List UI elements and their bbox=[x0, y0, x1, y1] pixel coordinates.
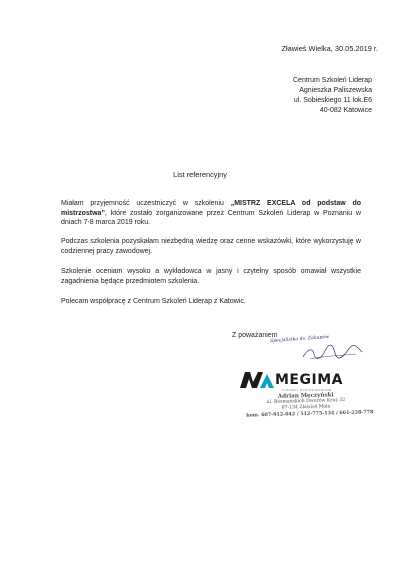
course-name: „MISTRZ EXCELA od podstaw do mistrzostwa” bbox=[61, 200, 361, 217]
letter-title: List referencyjny bbox=[173, 170, 227, 179]
letter-date: Zławieś Wielka, 30.05.2019 r. bbox=[281, 44, 378, 53]
paragraph-1 bbox=[61, 199, 361, 228]
signature-scribble bbox=[300, 342, 366, 364]
paragraph-4: Polecam współpracę z Centrum Szkoleń Liderap z Katowic. bbox=[61, 298, 246, 305]
company-stamp bbox=[246, 391, 374, 419]
company-logo bbox=[240, 372, 343, 388]
logo-tagline: SYSTEMY WYSTAWIENNICZE bbox=[282, 389, 332, 392]
paragraph-2: Podczas szkolenia pozyskałam niezbędną wiedzę oraz cenne wskazówki, które wykorzystuję w codziennej pracy zawodowej. bbox=[61, 238, 361, 255]
recipient-street: ul. Sobieskiego 11 lok.E6 bbox=[293, 97, 372, 104]
recipient-company: Centrum Szkoleń Liderap bbox=[293, 77, 372, 84]
logo-mark-icon bbox=[240, 372, 274, 388]
logo-text: MEGIMA bbox=[275, 372, 343, 388]
stamp-street: ul. Bosmańskich Dworów Kruż 32 bbox=[266, 397, 346, 406]
recipient-city: 40-082 Katowice bbox=[319, 107, 372, 114]
stamp-city: 87-134 Zławieś Mała bbox=[281, 404, 331, 411]
handwritten-position: Specjalistka ds. Zakupów bbox=[269, 334, 330, 345]
stamp-phones: kom. 607-912-042 / 512-775-134 / 661-228-778 bbox=[246, 409, 374, 419]
paragraph-1-start: Miałam przyjemność uczestniczyć w szkoleniu bbox=[61, 200, 231, 207]
paragraph-3: Szkolenie oceniam wysoko a wykładowca w jasny i czytelny sposób omawiał wszystkie zagadnienia będące przedmiotem szkolenia. bbox=[61, 268, 361, 285]
recipient-address bbox=[293, 76, 372, 116]
stamp-name: Adrian Męczyński bbox=[277, 392, 334, 400]
closing-phrase: Z poważaniem bbox=[232, 332, 278, 339]
paragraph-1-end: , które zostało zorganizowane przez Centrum Szkoleń Liderap w Poznaniu w dniach 7-8 marca 2019 roku. bbox=[61, 209, 361, 227]
recipient-person: Agnieszka Paliszewska bbox=[299, 87, 372, 94]
